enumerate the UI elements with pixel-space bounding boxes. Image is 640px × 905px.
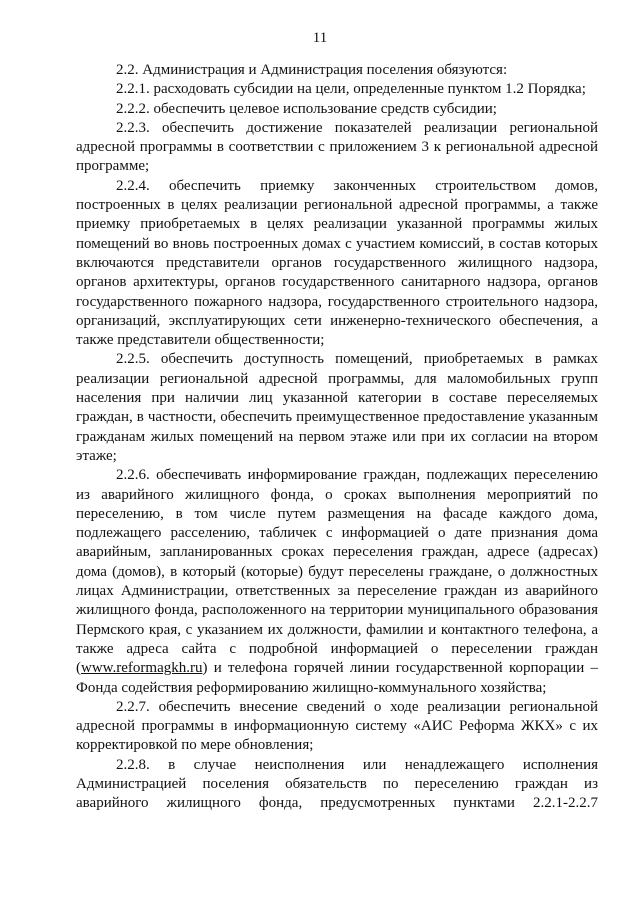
reformagkh-link[interactable]: www.reformagkh.ru xyxy=(81,660,203,677)
paragraph-2-2-8: 2.2.8. в случае неисполнения или ненадлежащего исполнения Администрацией поселения обязательств по переселению граждан из аварийного жилищного фонда, предусмотренных пунктами 2.2.1-2.2.7 xyxy=(76,756,598,812)
paragraph-2-2-6-text-start: 2.2.6. обеспечивать информирование граждан, подлежащих переселению из аварийного жилищного фонда, о сроках выполнения мероприятий по переселению, в том числе путем размещения на фасаде каждого дома, подлежащего расселению, табличек с информацией о дате признания дома аварийным, запланированных сроках переселения граждан, адресе (адресах) дома (домов), в который (которые) будут переселены граждане, о должностных лицах Администрации, ответственных за переселение граждан из аварийного жилищного фонда, расположенного на территории муниципального образования Пермского края, с указанием их должности, фамилии и контактного телефона, а также адреса сайта с подробной информацией о переселении граждан ( xyxy=(76,467,598,677)
paragraph-2-2-2: 2.2.2. обеспечить целевое использование средств субсидии; xyxy=(116,100,497,117)
paragraph-2-2-6-text-end: ) и телефона горячей линии государственной корпорации – Фонда содействия реформированию жилищно-коммунального хозяйства; xyxy=(76,660,598,696)
paragraph-2-2-1: 2.2.1. расходовать субсидии на цели, определенные пунктом 1.2 Порядка; xyxy=(116,81,586,98)
paragraph-2-2-6 xyxy=(76,466,598,698)
paragraph-2-2-5: 2.2.5. обеспечить доступность помещений, приобретаемых в рамках реализации региональной адресной программы, для маломобильных групп населения при наличии лиц указанной категории в составе переселяемых граждан, в частности, обеспечить преимущественное предоставление указанным гражданам жилых помещений на первом этаже или при их согласии на втором этаже; xyxy=(76,351,598,464)
paragraph-2-2: 2.2. Администрация и Администрация поселения обязуются: xyxy=(116,62,508,78)
page-number: 11 xyxy=(312,30,328,46)
paragraph-2-2-4: 2.2.4. обеспечить приемку законченных строительством домов, построенных в целях реализации региональной адресной программы, а также приемку приобретаемых в целях реализации указанной программы жилых помещений во вновь построенных домах с участием комиссий, в состав которых включаются представители органов государственного жилищного надзора, органов архитектуры, органов государственного санитарного надзора, органов государственного пожарного надзора, государственного строительного надзора, организаций, эксплуатирующих сети инженерно-технического обеспечения, а также представители общественности; xyxy=(76,177,598,349)
paragraph-2-2-3: 2.2.3. обеспечить достижение показателей реализации региональной адресной программы в соответствии с приложением 3 к региональной адресной программе; xyxy=(76,119,598,175)
paragraph-2-2-7: 2.2.7. обеспечить внесение сведений о ходе реализации региональной адресной программы в информационную систему «АИС Реформа ЖКХ» с их корректировкой по мере обновления; xyxy=(76,698,598,754)
document-body xyxy=(76,61,598,814)
